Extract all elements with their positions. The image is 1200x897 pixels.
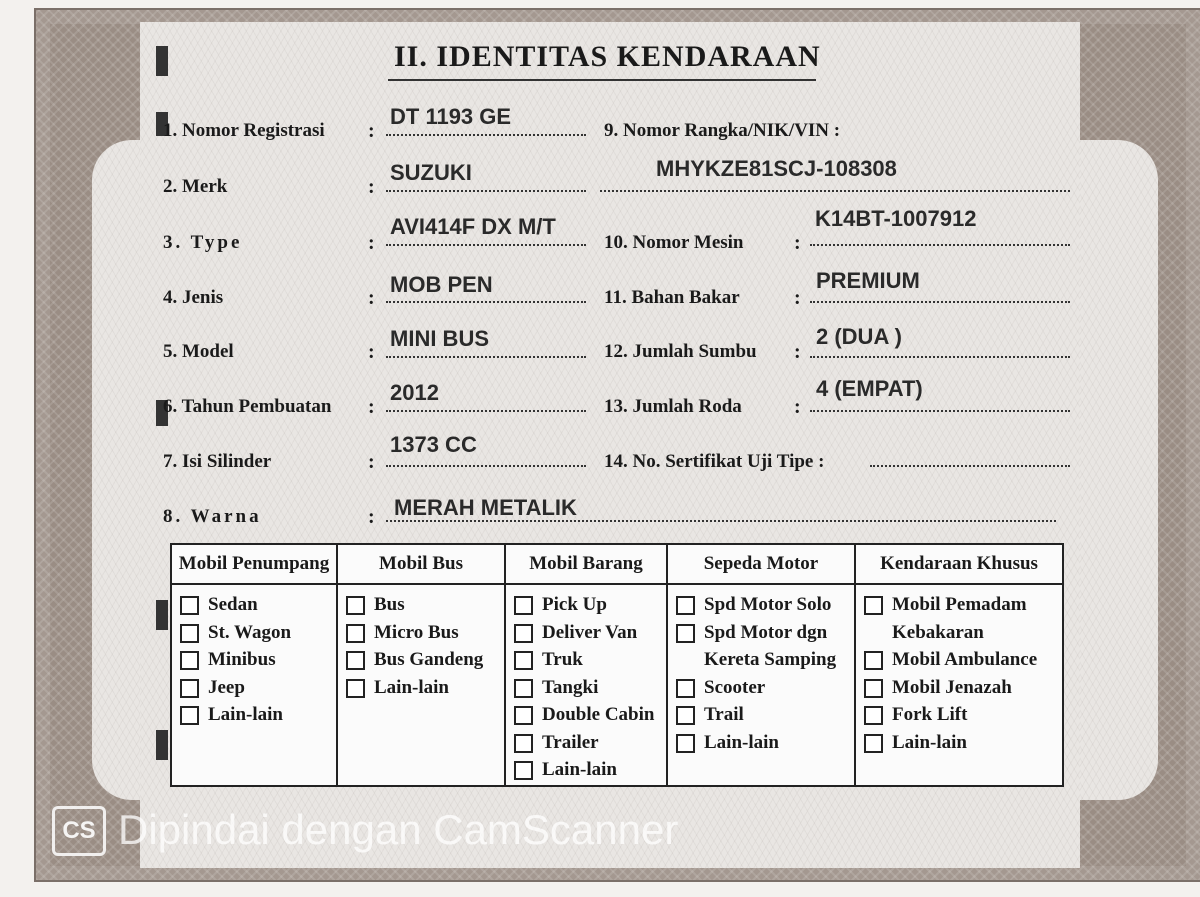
fill-line <box>386 301 586 303</box>
colon: : <box>794 232 801 254</box>
category-option[interactable] <box>506 701 666 729</box>
field-label-type: 3. Type <box>163 232 243 253</box>
colon: : <box>368 451 375 473</box>
category-option[interactable] <box>172 701 336 729</box>
fill-line <box>386 465 586 467</box>
option-label: Bus <box>374 594 405 615</box>
category-header: Mobil Bus <box>338 545 504 585</box>
field-label-jumlah-sumbu: 12. Jumlah Sumbu <box>604 341 757 362</box>
category-option[interactable] <box>506 729 666 757</box>
checkbox[interactable] <box>514 651 533 670</box>
category-option[interactable] <box>856 674 1062 702</box>
title-underline <box>388 79 816 81</box>
field-value-nomor-registrasi: DT 1193 GE <box>390 104 512 129</box>
fill-line <box>810 244 1070 246</box>
option-label: Fork Lift <box>892 704 968 725</box>
field-label-jumlah-roda: 13. Jumlah Roda <box>604 396 742 417</box>
colon: : <box>368 506 375 528</box>
category-option[interactable] <box>172 646 336 674</box>
field-label-tahun-pembuatan: 6. Tahun Pembuatan <box>163 396 332 417</box>
category-column-mobil-bus <box>338 545 506 785</box>
option-label: Lain-lain <box>374 676 449 698</box>
field-value-model: MINI BUS <box>390 326 489 351</box>
category-column-kendaraan-khusus <box>856 545 1062 785</box>
category-option[interactable] <box>668 619 854 647</box>
colon: : <box>368 120 375 142</box>
checkbox[interactable] <box>864 596 883 615</box>
category-option[interactable] <box>172 619 336 647</box>
option-label: Lain-lain <box>208 704 283 725</box>
category-header: Sepeda Motor <box>668 545 854 585</box>
option-label: Bus Gandeng <box>374 649 484 670</box>
checkbox[interactable] <box>676 734 695 753</box>
checkbox[interactable] <box>514 706 533 725</box>
option-label: Truk <box>542 649 583 670</box>
field-label-model: 5. Model <box>163 341 234 362</box>
field-label-sertifikat-uji-tipe: 14. No. Sertifikat Uji Tipe : <box>604 451 825 472</box>
category-option[interactable] <box>338 674 504 702</box>
checkbox[interactable] <box>180 624 199 643</box>
option-label: Deliver Van <box>542 621 638 643</box>
field-label-warna: 8. Warna <box>163 506 262 527</box>
checkbox[interactable] <box>514 734 533 753</box>
checkbox[interactable] <box>864 651 883 670</box>
field-value-jumlah-sumbu: 2 (DUA ) <box>816 324 902 349</box>
option-label: Kebakaran <box>892 621 984 643</box>
category-header: Mobil Barang <box>506 545 666 585</box>
category-option[interactable] <box>338 591 504 619</box>
field-label-nomor-rangka: 9. Nomor Rangka/NIK/VIN : <box>604 120 841 141</box>
option-label: Mobil Ambulance <box>892 649 1038 670</box>
margin-marker <box>156 600 168 630</box>
colon: : <box>794 341 801 363</box>
category-option[interactable] <box>856 701 1062 729</box>
fill-line <box>386 244 586 246</box>
checkbox[interactable] <box>864 679 883 698</box>
checkbox[interactable] <box>346 624 365 643</box>
margin-marker <box>156 46 168 76</box>
colon: : <box>368 232 375 254</box>
option-label: Mobil Jenazah <box>892 676 1012 698</box>
checkbox[interactable] <box>864 734 883 753</box>
colon: : <box>368 176 375 198</box>
fill-line <box>810 410 1070 412</box>
category-option[interactable] <box>856 591 1062 619</box>
field-label-jenis: 4. Jenis <box>163 287 224 308</box>
option-label: Trailer <box>542 731 599 753</box>
option-label: Lain-lain <box>704 731 779 753</box>
fill-line <box>810 301 1070 303</box>
colon: : <box>368 396 375 418</box>
option-label: Scooter <box>704 676 766 698</box>
fill-line <box>386 190 586 192</box>
option-label: Minibus <box>208 649 276 670</box>
option-label: Spd Motor dgn <box>704 621 828 643</box>
fill-line <box>386 134 586 136</box>
option-label: Micro Bus <box>374 621 459 643</box>
field-label-merk: 2. Merk <box>163 176 228 197</box>
field-value-warna: MERAH METALIK <box>394 495 577 520</box>
category-option[interactable] <box>172 591 336 619</box>
checkbox[interactable] <box>514 761 533 780</box>
fill-line <box>386 410 586 412</box>
category-column-sepeda-motor <box>668 545 856 785</box>
fill-line <box>600 190 1070 192</box>
checkbox[interactable] <box>676 706 695 725</box>
checkbox[interactable] <box>180 596 199 615</box>
field-value-bahan-bakar: PREMIUM <box>816 268 920 293</box>
checkbox[interactable] <box>180 679 199 698</box>
colon: : <box>794 396 801 418</box>
category-option[interactable] <box>856 646 1062 674</box>
fill-line <box>870 465 1070 467</box>
checkbox[interactable] <box>180 651 199 670</box>
field-label-nomor-registrasi: 1. Nomor Registrasi <box>163 120 325 141</box>
option-label: Spd Motor Solo <box>704 594 832 615</box>
category-option[interactable] <box>668 591 854 619</box>
category-column-mobil-barang <box>506 545 668 785</box>
section-title: II. IDENTITAS KENDARAAN <box>394 40 821 73</box>
category-option[interactable] <box>506 591 666 619</box>
fill-line <box>810 356 1070 358</box>
option-label: Lain-lain <box>542 759 617 780</box>
option-label: Mobil Pemadam <box>892 594 1027 615</box>
category-header: Kendaraan Khusus <box>856 545 1062 585</box>
category-option[interactable] <box>338 619 504 647</box>
category-option[interactable] <box>506 619 666 647</box>
category-option[interactable] <box>668 701 854 729</box>
field-value-jumlah-roda: 4 (EMPAT) <box>816 376 923 401</box>
colon: : <box>368 341 375 363</box>
field-label-isi-silinder: 7. Isi Silinder <box>163 451 272 472</box>
category-column-mobil-penumpang <box>172 545 338 785</box>
checkbox[interactable] <box>514 624 533 643</box>
fill-line <box>386 520 1056 522</box>
field-value-merk: SUZUKI <box>390 160 472 185</box>
category-option-continued <box>856 619 1062 647</box>
watermark-text: Dipindai dengan CamScanner <box>118 806 679 853</box>
category-option[interactable] <box>856 729 1062 757</box>
fill-line <box>386 356 586 358</box>
checkbox[interactable] <box>346 651 365 670</box>
option-label: Sedan <box>208 594 258 615</box>
checkbox[interactable] <box>676 679 695 698</box>
category-option[interactable] <box>506 646 666 674</box>
category-option[interactable] <box>172 674 336 702</box>
category-option-continued <box>668 646 854 674</box>
field-label-nomor-mesin: 10. Nomor Mesin <box>604 232 744 253</box>
option-label: Jeep <box>208 676 245 698</box>
checkbox[interactable] <box>346 596 365 615</box>
checkbox[interactable] <box>676 596 695 615</box>
checkbox[interactable] <box>864 706 883 725</box>
field-value-type: AVI414F DX M/T <box>390 214 556 239</box>
category-option[interactable] <box>338 646 504 674</box>
margin-marker <box>156 730 168 760</box>
field-value-nomor-rangka: MHYKZE81SCJ-108308 <box>656 156 897 181</box>
checkbox[interactable] <box>346 679 365 698</box>
checkbox[interactable] <box>514 679 533 698</box>
field-value-isi-silinder: 1373 CC <box>390 432 477 457</box>
option-label: Tangki <box>542 676 599 698</box>
option-label: Lain-lain <box>892 731 967 753</box>
checkbox[interactable] <box>514 596 533 615</box>
option-label: Pick Up <box>542 594 607 615</box>
option-label: Double Cabin <box>542 704 655 725</box>
category-option[interactable] <box>506 674 666 702</box>
option-label: Trail <box>704 704 744 725</box>
field-label-bahan-bakar: 11. Bahan Bakar <box>604 287 740 308</box>
field-value-nomor-mesin: K14BT-1007912 <box>815 206 977 231</box>
checkbox[interactable] <box>180 706 199 725</box>
field-value-jenis: MOB PEN <box>390 272 493 297</box>
checkbox[interactable] <box>676 624 695 643</box>
vehicle-category-table <box>170 543 1064 787</box>
category-option[interactable] <box>668 674 854 702</box>
option-label: St. Wagon <box>208 621 292 643</box>
camscanner-logo: CS <box>52 806 106 856</box>
category-option[interactable] <box>668 729 854 757</box>
colon: : <box>368 287 375 309</box>
colon: : <box>794 287 801 309</box>
category-header: Mobil Penumpang <box>172 545 336 585</box>
option-label: Kereta Samping <box>704 649 837 670</box>
category-option[interactable] <box>506 756 666 784</box>
field-value-tahun-pembuatan: 2012 <box>390 380 439 405</box>
